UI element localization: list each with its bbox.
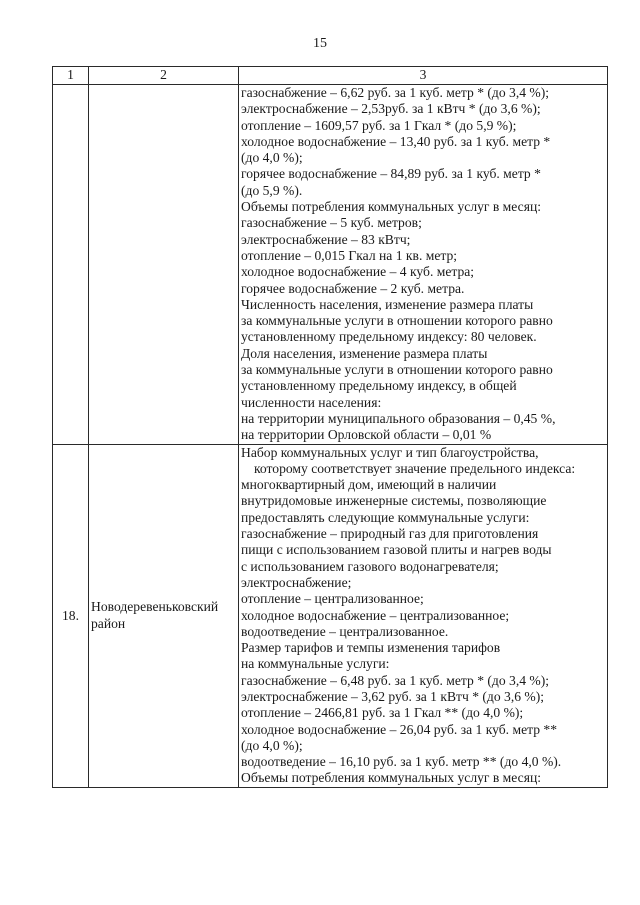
description-line: (до 5,9 %). [241,182,303,198]
description-line: горячее водоснабжение – 2 куб. метра. [241,280,465,296]
table-header-row [53,67,608,85]
row-number-cell: 18. [53,444,89,787]
page-number: 15 [313,36,327,51]
description-line: холодное водоснабжение – 26,04 руб. за 1 куб. метр ** [241,721,558,737]
region-cell: Новодеревеньковский район [89,444,239,787]
description-line: Объемы потребления коммунальных услуг в месяц: [241,199,541,215]
description-line: отопление – 0,015 Гкал на 1 кв. метр; [241,247,458,263]
description-line: электроснабжение – 83 кВтч; [241,231,411,247]
description-line: холодное водоснабжение – централизованное; [241,607,510,623]
description-line: на территории Орловской области – 0,01 % [241,427,492,443]
column-header-number: 1 [53,67,89,85]
description-line: многоквартирный дом, имеющий в наличии [241,477,497,493]
description-line: электроснабжение; [241,574,352,590]
description-line: на коммунальные услуги: [241,656,390,672]
column-header-region: 2 [89,67,239,85]
description-line: электроснабжение – 3,62 руб. за 1 кВтч * (до 3,6 %); [241,688,545,704]
description-line: которому соответствует значение предельного индекса: [254,460,576,476]
description-line: газоснабжение – 6,48 руб. за 1 куб. метр * (до 3,4 %); [241,672,550,688]
region-cell [89,85,239,445]
description-line: Численность населения, изменение размера платы [241,296,534,312]
description-line: за коммунальные услуги в отношении которого равно [241,313,553,329]
description-line: отопление – 1609,57 руб. за 1 Гкал * (до 5,9 %); [241,117,517,133]
description-line: Набор коммунальных услуг и тип благоустройства, [241,444,539,460]
description-line: Размер тарифов и темпы изменения тарифов [241,640,501,656]
description-line: (до 4,0 %); [241,150,303,166]
description-line: за коммунальные услуги в отношении которого равно [241,362,553,378]
description-line: Объемы потребления коммунальных услуг в месяц: [241,770,541,786]
table-row [53,444,608,787]
description-line: установленному предельному индексу, в общей [241,378,517,394]
description-line: водоотведение – централизованное. [241,623,449,639]
description-line: на территории муниципального образования – 0,45 %, [241,410,556,426]
row-number-cell [53,85,89,445]
description-line: электроснабжение – 2,53руб. за 1 кВтч * (до 3,6 %); [241,101,541,117]
description-line: холодное водоснабжение – 13,40 руб. за 1 куб. метр * [241,133,551,149]
table-body [53,85,608,788]
tariff-table [52,66,608,788]
description-line: предоставлять следующие коммунальные услуги: [241,509,530,525]
description-line: пищи с использованием газовой плиты и нагрев воды [241,542,552,558]
column-header-description: 3 [239,67,608,85]
description-line: газоснабжение – 6,62 руб. за 1 куб. метр * (до 3,4 %); [241,85,550,100]
description-line: газоснабжение – 5 куб. метров; [241,215,422,231]
description-line: газоснабжение – природный газ для приготовления [241,526,539,542]
description-line: водоотведение – 16,10 руб. за 1 куб. метр ** (до 4,0 %). [241,754,562,770]
table-row [53,85,608,445]
description-line: установленному предельному индексу: 80 человек. [241,329,537,345]
description-line: с использованием газового водонагревателя; [241,558,499,574]
description-cell [239,85,608,445]
description-cell [239,444,608,787]
description-line: Доля населения, изменение размера платы [241,345,488,361]
description-line: холодное водоснабжение – 4 куб. метра; [241,264,475,280]
description-line: отопление – централизованное; [241,591,424,607]
description-line: (до 4,0 %); [241,737,303,753]
description-line: отопление – 2466,81 руб. за 1 Гкал ** (до 4,0 %); [241,705,524,721]
description-line: внутридомовые инженерные системы, позволяющие [241,493,547,509]
description-line: горячее водоснабжение – 84,89 руб. за 1 куб. метр * [241,166,541,182]
description-line: численности населения: [241,394,382,410]
